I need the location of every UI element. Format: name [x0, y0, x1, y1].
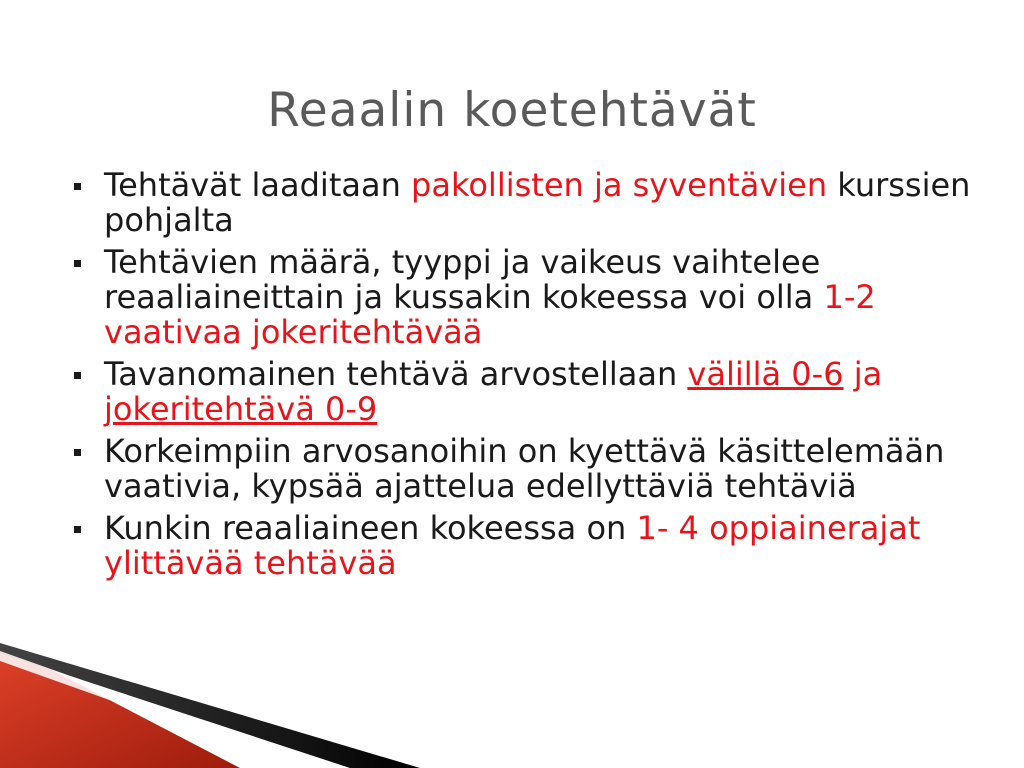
bullet-5-text: Kunkin reaaliaineen kokeessa on — [104, 509, 637, 547]
bullet-5-highlight: 1- 4 oppiainerajat ylittävää tehtävää — [104, 509, 921, 582]
bullet-item-1 — [74, 168, 974, 238]
bullet-item-5 — [74, 511, 974, 581]
slide-title: Reaalin koetehtävät — [267, 83, 757, 139]
bullet-3-joiner: ja — [843, 355, 883, 393]
bullet-square-icon — [74, 260, 81, 267]
bullet-3-range-highlight: välillä 0-6 — [687, 355, 844, 393]
bullet-3-joker-highlight: jokeritehtävä 0-9 — [104, 390, 378, 428]
bullet-2-highlight: 1-2 vaativaa jokeritehtävää — [104, 278, 876, 351]
bullet-item-4 — [74, 434, 974, 504]
bullet-square-icon — [74, 449, 81, 456]
bullet-square-icon — [74, 526, 81, 533]
bullet-1-highlight: pakollisten ja syventävien — [411, 166, 828, 204]
bullet-2-text: Tehtävien määrä, tyyppi ja vaikeus vaihtelee reaaliaineittain ja kussakin kokeessa voi olla — [104, 243, 824, 316]
bullet-1-text: Tehtävät laaditaan — [104, 166, 412, 204]
bullet-square-icon — [74, 183, 81, 190]
bullet-list — [74, 168, 974, 588]
bullet-1-text-end: kurssien pohjalta — [104, 166, 971, 239]
bullet-square-icon — [74, 372, 81, 379]
bullet-item-3 — [74, 357, 974, 427]
bullet-item-2 — [74, 245, 974, 350]
bullet-3-text: Tavanomainen tehtävä arvostellaan — [104, 355, 688, 393]
corner-swoosh-decoration — [0, 643, 420, 768]
bullet-4-text: Korkeimpiin arvosanoihin on kyettävä käsittelemään vaativia, kypsää ajattelua edellyttäviä tehtäviä — [104, 432, 945, 505]
